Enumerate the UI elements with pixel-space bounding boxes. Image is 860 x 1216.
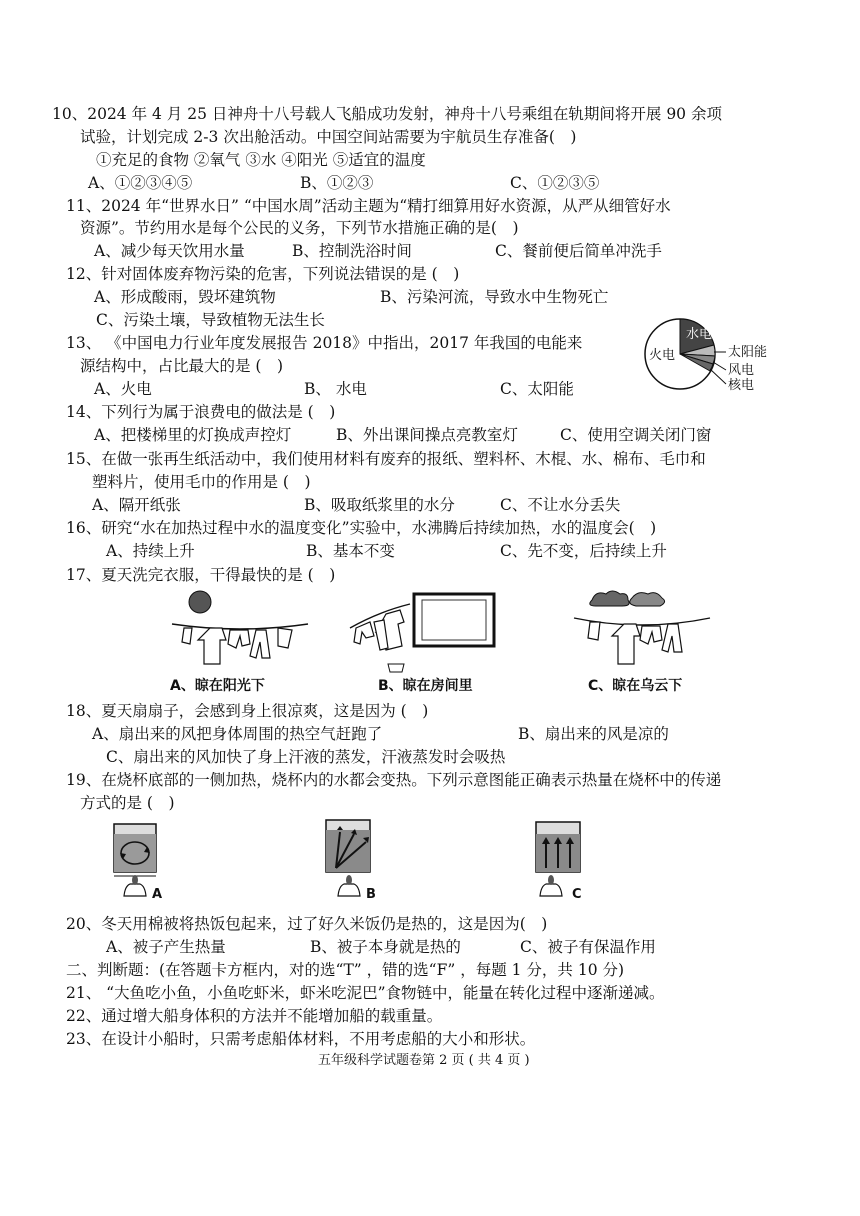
beaker-b-arrows-diagram [320, 816, 390, 906]
q15-option-b: B、吸取纸浆里的水分 [304, 496, 455, 514]
q18-option-b: B、扇出来的风是凉的 [518, 725, 669, 743]
q11-stem-line2: 资源”。节约用水是每个公民的义务，下列节水措施正确的是( ) [80, 219, 519, 237]
q10-items: ①充足的食物 ②氧气 ③水 ④阳光 ⑤适宜的温度 [96, 151, 426, 169]
q11-stem-line1: 11、2024 年“世界水日” “中国水周”活动主题为“精打细算用好水资源，从严从细管好水 [66, 197, 671, 215]
q20-option-c: C、被子有保温作用 [520, 938, 656, 956]
q14-option-b: B、外出课间操点亮教室灯 [336, 426, 518, 444]
drying-in-sun-illustration [170, 588, 310, 676]
q10-stem-line2: 试验，计划完成 2-3 次出舱活动。中国空间站需要为宇航员生存准备( ) [80, 128, 577, 146]
q14-option-c: C、使用空调关闭门窗 [560, 426, 712, 444]
q13-stem-line2: 源结构中，占比最大的是 ( ) [80, 357, 284, 375]
q12-stem: 12、针对固体废弃物污染的危害，下列说法错误的是 ( ) [66, 265, 460, 283]
q11-option-c: C、餐前便后简单冲洗手 [495, 242, 662, 260]
beaker-a-circulation-diagram [104, 820, 174, 906]
q12-option-b: B、污染河流，导致水中生物死亡 [380, 288, 609, 306]
q23-statement: 23、在设计小船时，只需考虑船体材料，不用考虑船的大小和形状。 [66, 1030, 536, 1048]
q15-stem-line1: 15、在做一张再生纸活动中，我们使用材料有废弃的报纸、塑料杯、木棍、水、棉布、毛巾和 [66, 450, 706, 468]
q19-stem-line1: 19、在烧杯底部的一侧加热，烧杯内的水都会变热。下列示意图能正确表示热量在烧杯中的传递 [66, 771, 722, 789]
q16-option-b: B、基本不变 [306, 542, 395, 560]
q20-stem: 20、冬天用棉被将热饭包起来，过了好久米饭仍是热的，这是因为( ) [66, 915, 548, 933]
q14-stem: 14、下列行为属于浪费电的做法是 ( ) [66, 403, 336, 421]
q12-option-a: A、形成酸雨，毁坏建筑物 [94, 288, 276, 306]
q15-option-c: C、不让水分丢失 [500, 496, 621, 514]
q14-option-a: A、把楼梯里的灯换成声控灯 [94, 426, 292, 444]
q20-option-a: A、被子产生热量 [106, 938, 226, 956]
q16-option-c: C、先不变，后持续上升 [500, 542, 667, 560]
q16-option-a: A、持续上升 [106, 542, 195, 560]
q16-stem: 16、研究“水在加热过程中水的温度变化”实验中，水沸腾后持续加热，水的温度会( ) [66, 519, 657, 537]
q18-stem: 18、夏天扇扇子，会感到身上很凉爽，这是因为 ( ) [66, 702, 429, 720]
q18-option-c: C、扇出来的风加快了身上汗液的蒸发，汗液蒸发时会吸热 [106, 748, 506, 766]
q11-option-b: B、控制洗浴时间 [292, 242, 412, 260]
q11-option-a: A、减少每天饮用水量 [94, 242, 245, 260]
q13-stem-line1: 13、 《中国电力行业年度发展报告 2018》中指出，2017 年我国的电能来 [66, 334, 583, 352]
q17-stem: 17、夏天洗完衣服，干得最快的是 ( ) [66, 566, 336, 584]
q22-statement: 22、通过增大船身体积的方法并不能增加船的载重量。 [66, 1007, 443, 1025]
pie-label-nuclear: 核电 [728, 378, 755, 393]
q17-option-a: A、晾在阳光下 [170, 678, 265, 694]
beaker-b-label: B [366, 887, 376, 902]
q10-option-a: A、①②③④⑤ [88, 174, 193, 192]
pie-label-hydro: 水电 [686, 327, 713, 342]
q17-option-b: B、晾在房间里 [378, 678, 473, 694]
q17-option-c: C、晾在乌云下 [588, 678, 683, 694]
drying-under-dark-clouds-illustration [572, 588, 712, 676]
q15-stem-line2: 塑料片，使用毛巾的作用是 ( ) [92, 473, 311, 491]
q13-option-a: A、火电 [94, 380, 152, 398]
q13-option-c: C、太阳能 [500, 380, 574, 398]
q20-option-b: B、被子本身就是热的 [310, 938, 461, 956]
section-2-heading: 二、判断题：(在答题卡方框内，对的选“T” ，错的选“F” ，每题 1 分，共 10 分) [66, 961, 625, 979]
drying-in-room-illustration [348, 588, 498, 676]
q21-statement: 21、 “大鱼吃小鱼，小鱼吃虾米，虾米吃泥巴”食物链中，能量在转化过程中逐渐递减。 [66, 984, 665, 1002]
q10-option-c: C、①②③⑤ [510, 174, 600, 192]
q10-option-b: B、①②③ [300, 174, 374, 192]
pie-label-wind: 风电 [728, 363, 755, 378]
q13-option-b: B、 水电 [304, 380, 367, 398]
pie-label-fire: 火电 [649, 348, 676, 363]
q19-stem-line2: 方式的是 ( ) [80, 794, 175, 812]
beaker-c-label: C [572, 887, 582, 902]
q18-option-a: A、扇出来的风把身体周围的热空气赶跑了 [92, 725, 383, 743]
q15-option-a: A、隔开纸张 [92, 496, 181, 514]
beaker-c-arrows-diagram [528, 818, 598, 906]
pie-label-solar: 太阳能 [728, 345, 768, 360]
q12-option-c: C、污染土壤，导致植物无法生长 [96, 311, 325, 329]
page-footer: 五年级科学试题卷第 2 页 ( 共 4 页 ) [318, 1053, 530, 1068]
beaker-a-label: A [152, 887, 163, 902]
q10-stem-line1: 10、2024 年 4 月 25 日神舟十八号载人飞船成功发射，神舟十八号乘组在轨期间将开展 90 余项 [52, 105, 722, 123]
